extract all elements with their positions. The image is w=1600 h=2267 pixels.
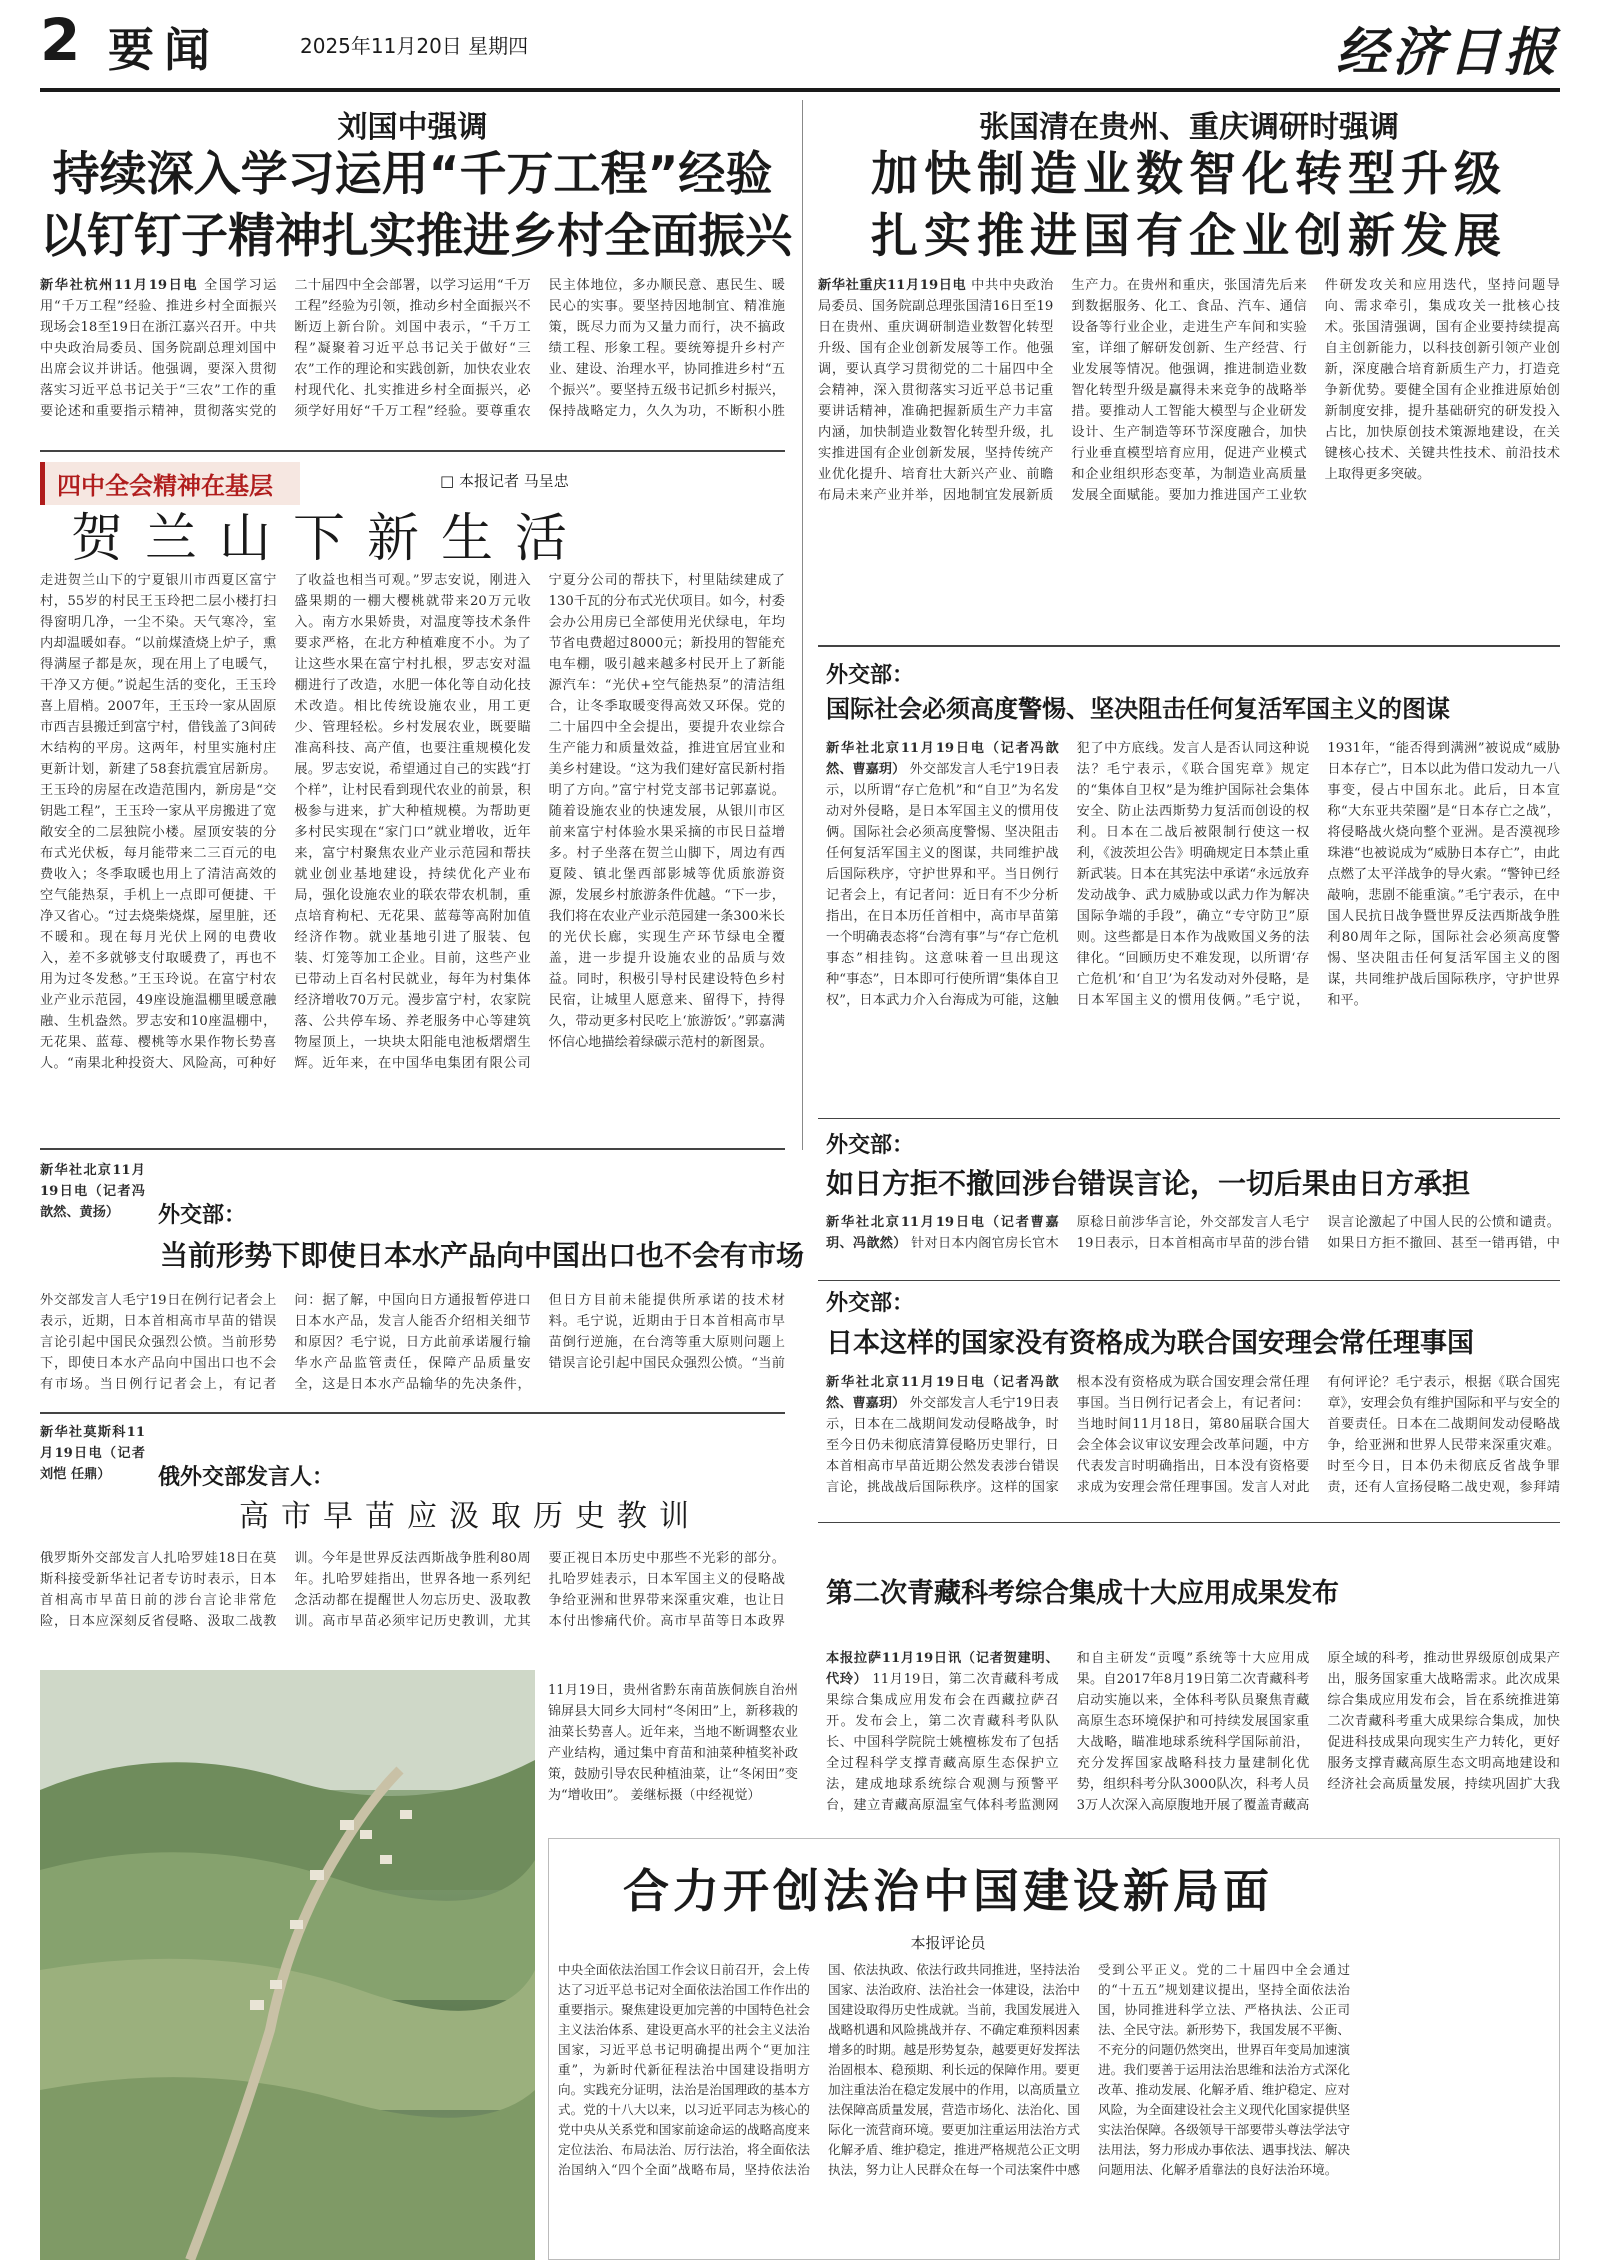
column-divider	[802, 100, 803, 1150]
article-b-kicker: 张国清在贵州、重庆调研时强调	[979, 110, 1399, 145]
mfa3-headline: 日本这样的国家没有资格成为联合国安理会常任理事国	[826, 1328, 1474, 1359]
header-rule	[40, 88, 1560, 92]
feature-body	[40, 570, 785, 1135]
article-a-text: 全国学习运用“千万工程”经验、推进乡村全面振兴现场会18至19日在浙江嘉兴召开。中共中央政治局委员、国务院副总理刘国中出席会议并讲话。他强调，要深入贯彻落实习近平总书记关于“三农”工作的重要论述和重要指示精神，贯彻落实党的二十届四中全会部署，以学习运用“千万工程”经验为引领，推动乡村全面振兴不断迈上新台阶。刘国中表示，“千万工程”凝聚着习近平总书记关于做好“三农”工作的理论和实践创新，加快农业农村现代化、扎实推进乡村全面振兴，必须学好用好“千万工程”经验。要尊重农民主体地位，多办顺民意、惠民生、暖民心的实事。要坚持因地制宜、精准施策，既尽力而为又量力而行，决不搞政绩工程、形象工程。要统筹提升乡村产业、建设、治理水平，协同推进乡村“五个振兴”。要坚持五级书记抓乡村振兴，保持战略定力，久久为功，不断积小胜	[40, 278, 785, 419]
mfa1-label: 外交部：	[826, 662, 915, 688]
editorial-headline: 合力开创法治中国建设新局面	[623, 1864, 1273, 1918]
mfa2-body	[826, 1212, 1560, 1272]
mfa1-body	[826, 738, 1560, 1110]
mfa1-text: 外交部发言人毛宁19日表示，以所谓“存亡危机”和“自卫”为名发动对外侵略，是日本军国主义的惯用伎俩。国际社会必须高度警惕、坚决阻击任何复活军国主义的图谋，共同维护战后国际秩序，守护世界和平。当日例行记者会上，有记者问：近日有不少分析指出，在日本历任首相中，高市早苗第一个明确表态将“台湾有事”与“存亡危机事态”相挂钩。这意味着一旦出现这种“事态”，日本即可行使所谓“集体自卫权”，日本武力介入台海成为可能，这触犯了中方底线。发言人是否认同这种说法？毛宁表示，《联合国宪章》规定的“集体自卫权”是为维护国际社会集体安全、防止法西斯势力复活而创设的权利。日本在二战后被限制行使这一权利，《波茨坦公告》明确规定日本禁止重新武装。日本在其宪法中承诺“永远放弃发动战争、武力威胁或以武力作为解决国际争端的手段”，确立“专守防卫”原则。这些都是日本作为战败国义务的法律化。“回顾历史不难发现，以所谓‘存亡危机’和‘自卫’为名发动对外侵略，是日本军国主义的惯用伎俩。”毛宁说，1931年，“能否得到满洲”被说成“威胁日本存亡”，日本以此为借口发动九一八事变，侵占中国东北。此后，日本宣称“大东亚共荣圈”是“日本存亡之战”，将侵略战火烧向整个亚洲。是否漠视珍珠港“也被说成为“威胁日本存亡”，由此点燃了太平洋战争的导火索。“警钟已经敲响，悲剧不能重演。”毛宁表示，在中国人民抗日战争暨世界反法西斯战争胜利80周年之际，国际社会必须高度警惕、坚决阻击任何复活军国主义的图谋，共同维护战后国际秩序，守护世界和平。	[826, 741, 1560, 1008]
mfa1-headline: 国际社会必须高度警惕、坚决阻击任何复活军国主义的图谋	[826, 695, 1450, 723]
issue-date: 2025年11月20日 星期四	[300, 34, 529, 58]
divider-c	[818, 1118, 1560, 1119]
science-text: 11月19日，第二次青藏科考成果综合集成应用发布会在西藏拉萨召开。发布会上，第二次青藏科考队队长、中国科学院院士姚檀栋发布了包括全过程科学支撑青藏高原生态保护立法，建成地球系统综合观测与预警平台，建立青藏高原温室气体科考监测网和自主研发“贡嘎”系统等十大应用成果。自2017年8月19日第二次青藏科考启动实施以来，全体科考队员聚焦青藏高原生态环境保护和可持续发展国家重大战略，瞄准地球系统科学国际前沿，充分发挥国家战略科技力量建制化优势，组织科考分队3000队次，科考人员3万人次深入高原腹地开展了覆盖青藏高原全域的科考，推动世界级原创成果产出，服务国家重大战略需求。此次成果综合集成应用发布会，旨在系统推进第二次青藏科考重大成果综合集成，加快促进科技成果向现实生产力转化，更好服务支撑青藏高原生态文明高地建设和经济社会高质量发展，持续巩固扩大我	[826, 1651, 1560, 1813]
article-b-text: 中共中央政治局委员、国务院副总理张国清16日至19日在贵州、重庆调研制造业数智化转型升级、国有企业创新发展等工作。他强调，要认真学习贯彻党的二十届四中全会精神，深入贯彻落实习近平总书记重要讲话精神，准确把握新质生产力丰富内涵，加快制造业数智化转型升级，扎实推进国有企业创新发展，坚持传统产业优化提升、培育壮大新兴产业、前瞻布局未来产业并举，因地制宜发展新质生产力。在贵州和重庆，张国清先后来到数据服务、化工、食品、汽车、通信设备等行业企业，走进生产车间和实验室，详细了解研发创新、生产经营、行业发展等情况。他强调，推进制造业数智化转型升级是赢得未来竞争的战略举措。要推动人工智能大模型与企业研发设计、生产制造等环节深度融合，加快行业垂直模型培育应用，促进产业模式和企业组织形态变革，为制造业高质量发展全面赋能。要加力推进国产工业软件研发攻关和应用迭代，坚持问题导向、需求牵引，集成攻关一批核心技术。张国清强调，国有企业要持续提高自主创新能力，以科技创新引领产业创新，深度融合培育新质生产力，打造竞争新优势。要健全国有企业推进原始创新制度安排，提升基础研究的研发投入占比，加快原创技术策源地建设，在关键核心技术、关键共性技术、前沿技术上取得更多突破。	[818, 278, 1560, 503]
photo-caption-text: 11月19日，贵州省黔东南苗族侗族自治州锦屏县大同乡大同村“冬闲田”上，新移栽的油菜长势喜人。近年来，当地不断调整农业产业结构，通过集中育苗和油菜种植奖补政策，鼓励引导农民种植油菜，让“冬闲田”变为“增收田”。	[548, 1683, 798, 1803]
article-a-dateline: 新华社杭州11月19日电	[40, 278, 199, 293]
mfa4-dateline: 新华社北京11月19日电（记者冯歆然、黄扬）	[40, 1163, 145, 1220]
divider-d	[818, 1280, 1560, 1281]
feature-text: 走进贺兰山下的宁夏银川市西夏区富宁村，55岁的村民王玉玲把二层小楼打扫得窗明几净，一尘不染。天气寒冷，室内却温暖如春。“以前煤渣烧上炉子，熏得满屋子都是灰，现在用上了电暖气，干净又方便。”说起生活的变化，王玉玲喜上眉梢。2007年，王玉玲一家从固原市西吉县搬迁到富宁村，借钱盖了3间砖木结构的平房。这两年，村里实施村庄更新计划，新建了58套抗震宜居新房。王玉玲的房屋在改造范围内，新房是“交钥匙工程”，王玉玲一家从平房搬进了宽敞安全的二层独院小楼。屋顶安装的分布式光伏板，每月能带来二三百元的电费收入；冬季取暖也用上了清洁高效的空气能热泵，手机上一点即可便捷、干净又省心。“过去烧柴烧煤，屋里脏，还不暖和。现在每月光伏上网的电费收入，差不多就够支付取暖费了，再也不用为过冬发愁。”王玉玲说。在富宁村农业产业示范园，49座设施温棚里暖意融融、生机盎然。罗志安和10座温棚中，无花果、蓝莓、樱桃等水果作物长势喜人。“南果北种投资大、风险高，可种好了收益也相当可观。”罗志安说，刚进入盛果期的一棚大樱桃就带来20万元收入。南方水果娇贵，对温度等技术条件要求严格，在北方种植难度不小。为了让这些水果在富宁村扎根，罗志安对温棚进行了改造，水肥一体化等自动化技术改造。相比传统设施农业，用工更少、管理轻松。乡村发展农业，既要瞄准高科技、高产值，也要注重规模化发展。罗志安说，希望通过自己的实践“打个样”，让村民看到现代农业的前景，积极参与进来，扩大种植规模。为帮助更多村民实现在“家门口”就业增收，近年来，富宁村聚焦农业产业示范园和帮扶就业创业基地建设，持续优化产业布局，强化设施农业的联农带农机制，重点培育枸杞、无花果、蓝莓等高附加值经济作物。就业基地引进了服装、包装、灯笼等加工企业。目前，这些产业已带动上百名村民就业，每年为村集体经济增收70万元。漫步富宁村，农家院落、公共停车场、养老服务中心等建筑物屋顶上，一块块太阳能电池板熠熠生辉。近年来，在中国华电集团有限公司宁夏分公司的帮扶下，村里陆续建成了130千瓦的分布式光伏项目。如今，村委会办公用房已全部使用光伏绿电，年均节省电费超过8000元；新投用的智能充电车棚，吸引越来越多村民开上了新能源汽车：“光伏+空气能热泵”的清洁组合，让冬季取暖变得高效又环保。党的二十届四中全会提出，要提升农业综合生产能力和质量效益，推进宜居宜业和美乡村建设。“这为我们建好富民新村指明了方向。”富宁村党支部书记郭嘉说。随着设施农业的快速发展，从银川市区前来富宁村体验水果采摘的市民日益增多。村子坐落在贺兰山脚下，周边有西夏陵、镇北堡西部影城等优质旅游资源，发展乡村旅游条件优越。“下一步，我们将在农业产业示范园建一条300米长的光伏长廊，实现生产环节绿电全覆盖，进一步提升设施农业的品质与效益。同时，积极引导村民建设特色乡村民宿，让城里人愿意来、留得下，持得久，带动更多村民吃上‘旅游饭’。”郭嘉满怀信心地描绘着绿碳示范村的新图景。	[40, 573, 785, 1071]
article-b-body	[818, 275, 1560, 635]
mfa1-dateline: 新华社北京11月19日电（记者冯歆然、曹嘉玥）	[826, 741, 1059, 777]
mfa3-text: 外交部发言人毛宁19日表示，日本在二战期间发动侵略战争，时至今日仍未彻底清算侵略历史罪行，日本首相高市早苗近期公然发表涉台错误言论，挑战战后国际秩序。这样的国家根本没有资格成为联合国安理会常任理事国。当日例行记者会上，有记者问：当地时间11月18日，第80届联合国大会全体会议审议安理会改革问题，中方代表发言时明确指出，日本没有资格要求成为安理会常任理事国。发言人对此有何评论？毛宁表示，根据《联合国宪章》，安理会负有维护国际和平与安全的首要责任。日本在二战期间发动侵略战争，给亚洲和世界人民带来深重灾难。时至今日，日本仍未彻底反省战争罪责，还有人宣扬侵略二战史观，参拜靖	[826, 1375, 1560, 1495]
mfa4-headline: 当前形势下即使日本水产品向中国出口也不会有市场	[160, 1239, 805, 1272]
russia-text: 俄罗斯外交部发言人扎哈罗娃18日在莫斯科接受新华社记者专访时表示，日本首相高市早苗日前的涉台言论非常危险，日本应深刻反省侵略、汲取二战教训。今年是世界反法西斯战争胜利80周年。扎哈罗娃指出，世界各地一系列纪念活动都在提醒世人勿忘历史、汲取教训。高市早苗必须牢记历史教训，尤其要正视日本历史中那些不光彩的部分。扎哈罗娃表示，日本军国主义的侵略战争给亚洲和世界带来深重灾难，也让日本付出惨痛代价。高市早苗等日本政界	[40, 1551, 785, 1629]
section-title: 要闻	[108, 23, 220, 77]
russia-body	[40, 1548, 785, 1648]
village-photo	[40, 1670, 535, 2260]
divider-g	[40, 1412, 785, 1414]
feature-byline: □ 本报记者 马呈忠	[440, 472, 569, 490]
russia-label: 俄外交部发言人：	[158, 1464, 335, 1490]
divider-a	[40, 450, 785, 452]
article-a-kicker: 刘国中强调	[337, 110, 488, 145]
mfa2-dateline: 新华社北京11月19日电（记者曹嘉玥、冯歆然）	[826, 1215, 1059, 1251]
mfa4-body	[40, 1290, 785, 1402]
terrace-fields-illustration	[40, 1670, 535, 2260]
divider-b	[818, 645, 1560, 647]
feature-banner: 四中全会精神在基层	[40, 462, 300, 505]
russia-dateline: 新华社莫斯科11月19日电（记者刘恺 任鼎）	[40, 1425, 145, 1482]
article-b-headline-2: 扎实推进国有企业创新发展	[871, 209, 1507, 264]
photo-credit: 姜继标摄（中经视觉）	[630, 1788, 761, 1803]
masthead-logo: 经济日报	[1335, 22, 1560, 83]
science-headline: 第二次青藏科考综合集成十大应用成果发布	[826, 1578, 1339, 1609]
russia-headline: 高市早苗应汲取历史教训	[239, 1499, 701, 1534]
article-a-headline-2: 以钉钉子精神扎实推进乡村全面振兴	[40, 209, 792, 264]
editorial-byline: 本报评论员	[910, 1934, 986, 1952]
editorial-body	[558, 1960, 1350, 2252]
mfa3-label: 外交部：	[826, 1290, 915, 1316]
science-body	[826, 1648, 1560, 1828]
page-number: 2	[40, 6, 81, 74]
article-b-dateline: 新华社重庆11月19日电	[818, 278, 967, 293]
mfa2-label: 外交部：	[826, 1132, 915, 1158]
science-dateline: 本报拉萨11月19日讯（记者贺建明、代玲）	[826, 1651, 1059, 1687]
editorial-text: 中央全面依法治国工作会议日前召开，会上传达了习近平总书记对全面依法治国工作作出的重要指示。聚焦建设更加完善的中国特色社会主义法治体系、建设更高水平的社会主义法治国家，习近平总书记明确提出两个“更加注重”，为新时代新征程法治中国建设指明方向。实践充分证明，法治是治国理政的基本方式。党的十八大以来，以习近平同志为核心的党中央从关系党和国家前途命运的战略高度来定位法治、布局法治、厉行法治，将全面依法治国纳入“四个全面”战略布局，坚持依法治国、依法执政、依法行政共同推进，坚持法治国家、法治政府、法治社会一体建设，法治中国建设取得历史性成就。当前，我国发展进入战略机遇和风险挑战并存、不确定难预料因素增多的时期。越是形势复杂，越要更好发挥法治固根本、稳预期、利长远的保障作用。要更加注重法治在稳定发展中的作用，以高质量立法保障高质量发展，营造市场化、法治化、国际化一流营商环境。要更加注重运用法治方式化解矛盾、维护稳定，推进严格规范公正文明执法，努力让人民群众在每一个司法案件中感受到公平正义。党的二十届四中全会通过的“十五五”规划建议提出，坚持全面依法治国，协同推进科学立法、严格执法、公正司法、全民守法。新形势下，我国发展不平衡、不充分的问题仍然突出，世界百年变局加速演进。我们要善于运用法治思维和法治方式深化改革、推动发展、化解矛盾、维护稳定、应对风险，为全面建设社会主义现代化国家提供坚实法治保障。各级领导干部要带头尊法学法守法用法，努力形成办事依法、遇事找法、解决问题用法、化解矛盾靠法的良好法治环境。	[558, 1962, 1350, 2177]
mfa4-dateline-box	[40, 1160, 145, 1280]
article-a-headline-1: 持续深入学习运用“千万工程”经验	[52, 147, 773, 202]
mfa3-body	[826, 1372, 1560, 1512]
mfa4-label: 外交部：	[158, 1202, 247, 1228]
mfa2-text: 针对日本内阁官房长官木原稔日前涉华言论，外交部发言人毛宁19日表示，日本首相高市早苗的涉台错误言论激起了中国人民的公愤和谴责。如果日方拒不撤回、甚至一错再错，中	[911, 1215, 1560, 1251]
divider-f	[40, 1148, 785, 1150]
mfa3-dateline: 新华社北京11月19日电（记者冯歆然、曹嘉玥）	[826, 1375, 1059, 1411]
photo-caption	[548, 1680, 798, 1830]
article-b-headline-1: 加快制造业数智化转型升级	[871, 147, 1507, 202]
feature-headline: 贺兰山下新生活	[70, 509, 589, 569]
russia-dateline-box	[40, 1422, 145, 1522]
mfa2-headline: 如日方拒不撤回涉台错误言论，一切后果由日方承担	[826, 1167, 1471, 1200]
mfa4-text: 外交部发言人毛宁19日在例行记者会上表示，近期，日本首相高市早苗的错误言论引起中国民众强烈公愤。当前形势下，即使日本水产品向中国出口也不会有市场。当日例行记者会上，有记者问：据了解，中国向日方通报暂停进口日本水产品，发言人能否介绍相关细节和原因？毛宁说，日方此前承诺履行输华水产品监管责任，保障产品质量安全，这是日本水产品输华的先决条件，但日方目前未能提供所承诺的技术材料。毛宁说，近期由于日本首相高市早苗倒行逆施，在台湾等重大原则问题上错误言论引起中国民众强烈公愤。“当前	[40, 1293, 785, 1392]
article-a-body	[40, 275, 785, 440]
divider-e	[818, 1522, 1560, 1523]
